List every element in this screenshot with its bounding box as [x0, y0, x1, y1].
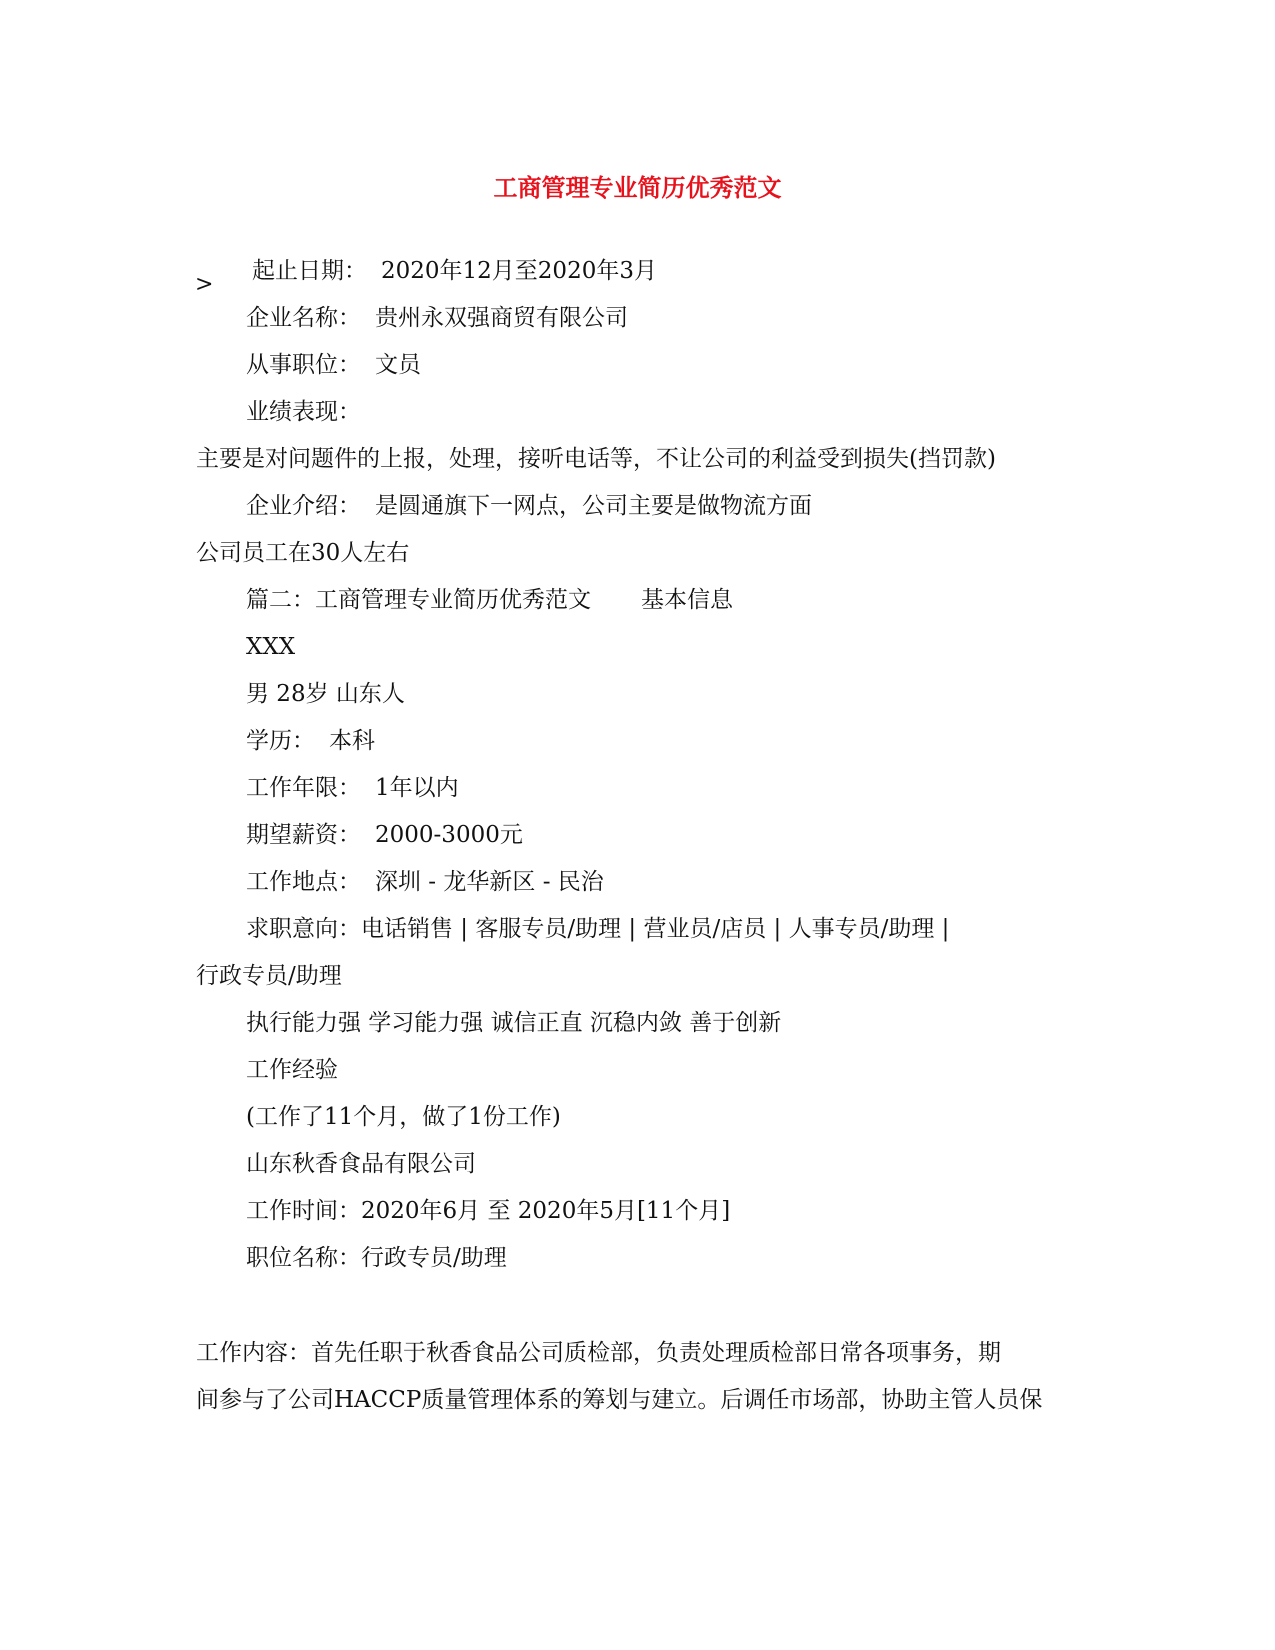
position-value: 文员 [375, 352, 421, 378]
location-line [246, 867, 604, 897]
salary-label: 期望薪资： [246, 822, 361, 848]
education-value: 本科 [329, 728, 375, 754]
part-two-line [246, 585, 733, 615]
salary-line [246, 820, 523, 850]
work-years-line [246, 773, 459, 803]
date-range-line [252, 256, 657, 286]
date-range-value: 2020年12月至2020年3月 [381, 258, 657, 284]
personal-info: 男 28岁 山东人 [246, 681, 405, 707]
date-range-label: 起止日期： [252, 258, 367, 284]
company-name-value: 贵州永双强商贸有限公司 [375, 305, 628, 331]
position-label: 从事职位： [246, 352, 361, 378]
location-label: 工作地点： [246, 869, 361, 895]
work-years-label: 工作年限： [246, 775, 361, 801]
location-value: 深圳 - 龙华新区 - 民治 [375, 869, 604, 895]
work-content-line-1: 工作内容：首先任职于秋香食品公司质检部，负责处理质检部日常各项事务，期 [196, 1340, 1001, 1366]
work-content-line-2: 间参与了公司HACCP质量管理体系的筹划与建立。后调任市场部，协助主管人员保 [196, 1387, 1043, 1413]
position-line [246, 350, 421, 380]
work-time: 工作时间：2020年6月 至 2020年5月[11个月] [246, 1198, 731, 1224]
company-name-label: 企业名称： [246, 305, 361, 331]
part-two-heading: 篇二：工商管理专业简历优秀范文 [246, 587, 591, 613]
bullet-arrow-icon: > [195, 272, 214, 297]
education-label: 学历： [246, 728, 315, 754]
company-intro-label: 企业介绍： [246, 493, 361, 519]
experience-summary: (工作了11个月，做了1份工作) [246, 1104, 561, 1130]
company-intro-line [246, 491, 812, 521]
experience-heading: 工作经验 [246, 1057, 338, 1083]
performance-line [246, 397, 361, 427]
staff-count-text: 公司员工在30人左右 [196, 540, 410, 566]
education-line [246, 726, 375, 756]
salary-value: 2000-3000元 [375, 822, 523, 848]
strengths: 执行能力强 学习能力强 诚信正直 沉稳内敛 善于创新 [246, 1010, 782, 1036]
job-title: 职位名称：行政专员/助理 [246, 1245, 507, 1271]
performance-label: 业绩表现： [246, 399, 361, 425]
employer-name: 山东秋香食品有限公司 [246, 1151, 476, 1177]
performance-text: 主要是对问题件的上报，处理，接听电话等，不让公司的利益受到损失(挡罚款) [196, 446, 996, 472]
work-years-value: 1年以内 [375, 775, 459, 801]
job-intention: 求职意向：电话销售 | 客服专员/助理 | 营业员/店员 | 人事专员/助理 | [246, 916, 950, 942]
company-intro-value: 是圆通旗下一网点，公司主要是做物流方面 [375, 493, 812, 519]
document-title: 工商管理专业简历优秀范文 [493, 173, 782, 202]
candidate-name: XXX [246, 634, 296, 660]
company-name-line [246, 303, 628, 333]
basic-info-heading: 基本信息 [641, 587, 733, 613]
job-intention-continued: 行政专员/助理 [196, 963, 342, 989]
